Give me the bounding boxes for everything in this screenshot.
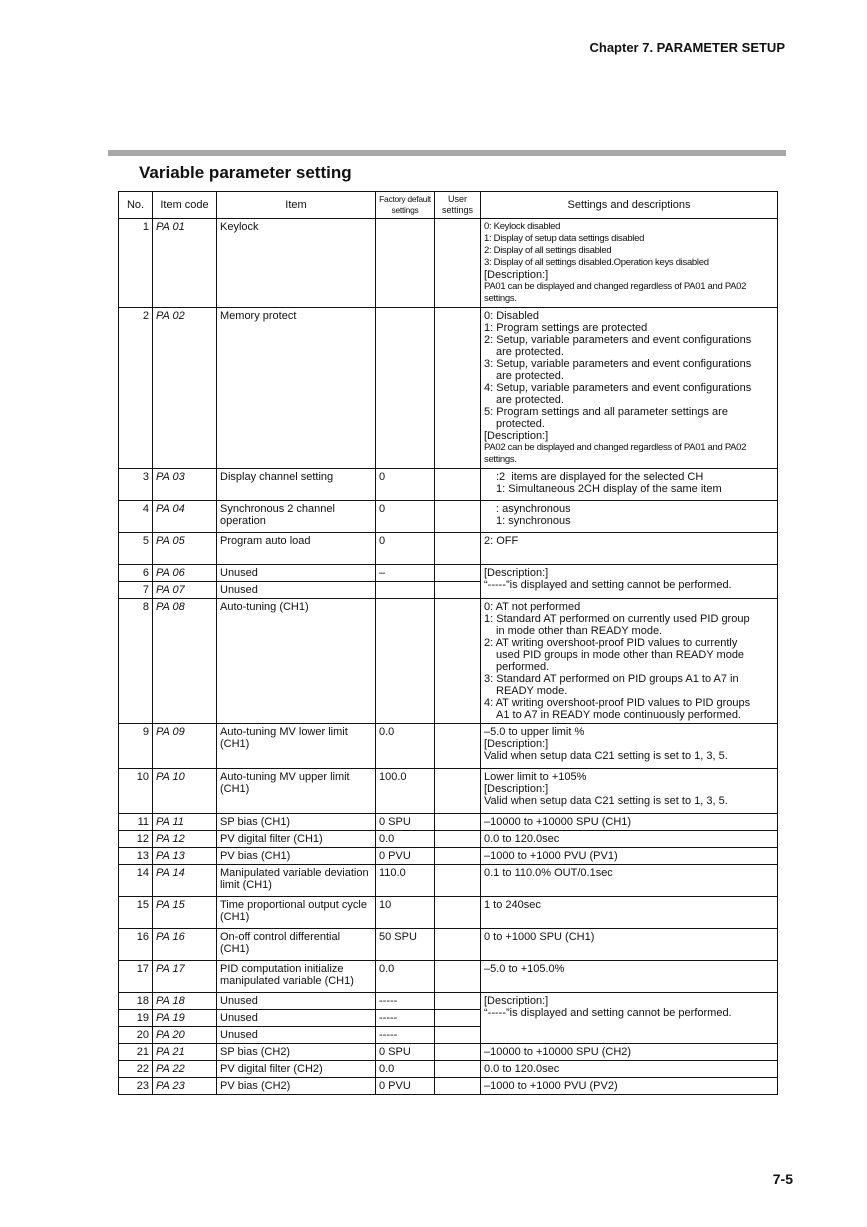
settings-description <box>481 469 778 501</box>
item-code: PA 21 <box>153 1044 217 1061</box>
desc-line: Valid when setup data C21 setting is set to 1, 3, 5. <box>484 750 728 762</box>
table-row <box>119 929 778 961</box>
factory-default: 0 <box>376 533 435 565</box>
desc-line: 1: Display of setup data settings disabled <box>484 233 645 244</box>
user-setting <box>435 1027 481 1044</box>
desc-line: –10000 to +10000 SPU (CH1) <box>484 816 632 828</box>
desc-line: READY mode. <box>496 685 568 697</box>
section-rule <box>108 150 786 156</box>
settings-description <box>481 565 778 599</box>
user-setting <box>435 961 481 993</box>
col-header-item: Item <box>217 192 376 219</box>
desc-line: : asynchronous <box>496 503 571 515</box>
row-number: 3 <box>119 469 153 501</box>
parameter-table <box>118 191 778 1095</box>
user-setting <box>435 1061 481 1078</box>
user-setting <box>435 929 481 961</box>
desc-line: [Description:] <box>484 995 549 1007</box>
row-number: 10 <box>119 769 153 814</box>
settings-description <box>481 533 778 565</box>
user-setting <box>435 308 481 469</box>
page-number: 7-5 <box>772 1171 793 1187</box>
factory-default: 10 <box>376 897 435 929</box>
factory-default: 0 PVU <box>376 1078 435 1095</box>
row-number: 8 <box>119 599 153 724</box>
item-code: PA 12 <box>153 831 217 848</box>
item-code: PA 11 <box>153 814 217 831</box>
item-name: Manipulated variable deviation limit (CH1) <box>217 865 376 897</box>
desc-line: 2: OFF <box>484 535 519 547</box>
user-setting <box>435 724 481 769</box>
desc-line: 1 to 240sec <box>484 899 541 911</box>
factory-default: 0.0 <box>376 1061 435 1078</box>
settings-description <box>481 865 778 897</box>
col-header-factory-default: Factory default settings <box>376 192 435 219</box>
item-code: PA 14 <box>153 865 217 897</box>
factory-default <box>376 599 435 724</box>
item-name: Auto-tuning MV lower limit (CH1) <box>217 724 376 769</box>
factory-default: 50 SPU <box>376 929 435 961</box>
item-code: PA 15 <box>153 897 217 929</box>
item-code: PA 22 <box>153 1061 217 1078</box>
factory-default: 0 SPU <box>376 1044 435 1061</box>
settings-description <box>481 1061 778 1078</box>
desc-line: 1: Program settings are protected <box>484 322 648 334</box>
item-name: PID computation initialize manipulated variable (CH1) <box>217 961 376 993</box>
desc-line: 0: Disabled <box>484 310 540 322</box>
factory-default: – <box>376 565 435 582</box>
factory-default <box>376 219 435 308</box>
item-code: PA 23 <box>153 1078 217 1095</box>
row-number: 22 <box>119 1061 153 1078</box>
table-row <box>119 993 778 1010</box>
desc-line: [Description:] <box>484 738 549 750</box>
item-name: SP bias (CH1) <box>217 814 376 831</box>
desc-line: Lower limit to +105% <box>484 771 587 783</box>
desc-line: performed. <box>496 661 550 673</box>
desc-line: are protected. <box>496 370 564 382</box>
settings-description <box>481 961 778 993</box>
item-code: PA 13 <box>153 848 217 865</box>
factory-default: 0 <box>376 501 435 533</box>
desc-line: 0.0 to 120.0sec <box>484 1063 560 1075</box>
row-number: 4 <box>119 501 153 533</box>
desc-line: –1000 to +1000 PVU (PV1) <box>484 850 618 862</box>
table-row <box>119 1061 778 1078</box>
user-setting <box>435 865 481 897</box>
settings-description <box>481 501 778 533</box>
table-row <box>119 961 778 993</box>
desc-line: A1 to A7 in READY mode continuously performed. <box>496 709 741 721</box>
table-row <box>119 814 778 831</box>
item-name: Unused <box>217 993 376 1010</box>
settings-description <box>481 1078 778 1095</box>
row-number: 17 <box>119 961 153 993</box>
row-number: 15 <box>119 897 153 929</box>
item-code: PA 19 <box>153 1010 217 1027</box>
desc-line: –10000 to +10000 SPU (CH2) <box>484 1046 632 1058</box>
desc-line: 2: Display of all settings disabled <box>484 245 612 256</box>
item-name: Time proportional output cycle (CH1) <box>217 897 376 929</box>
item-code: PA 09 <box>153 724 217 769</box>
user-setting <box>435 831 481 848</box>
user-setting <box>435 565 481 582</box>
chapter-header: Chapter 7. PARAMETER SETUP <box>589 40 785 55</box>
settings-description <box>481 219 778 308</box>
col-header-code: Item code <box>153 192 217 219</box>
row-number: 6 <box>119 565 153 582</box>
factory-default <box>376 308 435 469</box>
col-header-user-settings: User settings <box>435 192 481 219</box>
user-setting <box>435 1044 481 1061</box>
desc-line: protected. <box>496 418 545 430</box>
table-row <box>119 599 778 724</box>
user-setting <box>435 993 481 1010</box>
factory-default: ----- <box>376 993 435 1010</box>
row-number: 20 <box>119 1027 153 1044</box>
user-setting <box>435 501 481 533</box>
item-name: Auto-tuning (CH1) <box>217 599 376 724</box>
row-number: 5 <box>119 533 153 565</box>
user-setting <box>435 219 481 308</box>
item-code: PA 03 <box>153 469 217 501</box>
item-code: PA 18 <box>153 993 217 1010</box>
desc-line: 3: Setup, variable parameters and event configurations <box>484 358 752 370</box>
row-number: 13 <box>119 848 153 865</box>
desc-line: –5.0 to +105.0% <box>484 963 565 975</box>
item-code: PA 04 <box>153 501 217 533</box>
factory-default: 0 PVU <box>376 848 435 865</box>
table-row <box>119 865 778 897</box>
settings-description <box>481 929 778 961</box>
factory-default: 0 SPU <box>376 814 435 831</box>
section-title: Variable parameter setting <box>139 163 352 182</box>
item-name: Unused <box>217 1010 376 1027</box>
desc-line: 4: Setup, variable parameters and event configurations <box>484 382 752 394</box>
factory-default: 0 <box>376 469 435 501</box>
user-setting <box>435 897 481 929</box>
desc-line: settings. <box>484 293 517 304</box>
table-row <box>119 308 778 469</box>
desc-line: 2: Setup, variable parameters and event configurations <box>484 334 752 346</box>
factory-default <box>376 582 435 599</box>
user-setting <box>435 533 481 565</box>
item-name: Auto-tuning MV upper limit (CH1) <box>217 769 376 814</box>
item-name: Program auto load <box>217 533 376 565</box>
desc-line: 0.1 to 110.0% OUT/0.1sec <box>484 867 613 879</box>
desc-line: 0.0 to 120.0sec <box>484 833 560 845</box>
item-code: PA 08 <box>153 599 217 724</box>
factory-default: 100.0 <box>376 769 435 814</box>
item-name: Synchronous 2 channel operation <box>217 501 376 533</box>
row-number: 19 <box>119 1010 153 1027</box>
user-setting <box>435 1078 481 1095</box>
settings-description <box>481 814 778 831</box>
desc-line: 0 to +1000 SPU (CH1) <box>484 931 595 943</box>
item-name: PV bias (CH2) <box>217 1078 376 1095</box>
row-number: 1 <box>119 219 153 308</box>
item-name: PV digital filter (CH2) <box>217 1061 376 1078</box>
desc-line: 3: Standard AT performed on PID groups A1 to A7 in <box>484 673 739 685</box>
table-row <box>119 1078 778 1095</box>
desc-line: used PID groups in mode other than READY mode <box>496 649 745 661</box>
col-header-no: No. <box>119 192 153 219</box>
desc-line: 3: Display of all settings disabled.Operation keys disabled <box>484 257 709 268</box>
row-number: 21 <box>119 1044 153 1061</box>
desc-line: 1: Simultaneous 2CH display of the same item <box>496 483 722 495</box>
item-code: PA 06 <box>153 565 217 582</box>
item-name: Unused <box>217 1027 376 1044</box>
item-name: Memory protect <box>217 308 376 469</box>
item-code: PA 01 <box>153 219 217 308</box>
user-setting <box>435 582 481 599</box>
desc-line: 1: synchronous <box>496 515 571 527</box>
desc-line: are protected. <box>496 394 564 406</box>
factory-default: ----- <box>376 1027 435 1044</box>
desc-line: –1000 to +1000 PVU (PV2) <box>484 1080 618 1092</box>
item-code: PA 07 <box>153 582 217 599</box>
desc-line: Valid when setup data C21 setting is set to 1, 3, 5. <box>484 795 728 807</box>
factory-default: ----- <box>376 1010 435 1027</box>
row-number: 7 <box>119 582 153 599</box>
item-name: Unused <box>217 565 376 582</box>
item-name: Unused <box>217 582 376 599</box>
settings-description <box>481 848 778 865</box>
desc-line: 0: Keylock disabled <box>484 221 561 232</box>
item-name: Display channel setting <box>217 469 376 501</box>
user-setting <box>435 599 481 724</box>
user-setting <box>435 814 481 831</box>
table-row <box>119 769 778 814</box>
settings-description <box>481 831 778 848</box>
settings-description <box>481 897 778 929</box>
desc-line: 4: AT writing overshoot-proof PID values to PID groups <box>484 697 751 709</box>
desc-line: –5.0 to upper limit % <box>484 726 585 738</box>
factory-default: 0.0 <box>376 831 435 848</box>
settings-description <box>481 993 778 1044</box>
desc-line: 0: AT not performed <box>484 601 581 613</box>
settings-description <box>481 308 778 469</box>
desc-line: :2 items are displayed for the selected CH <box>496 471 704 483</box>
desc-line: “-----”is displayed and setting cannot be performed. <box>484 1007 732 1019</box>
item-code: PA 02 <box>153 308 217 469</box>
row-number: 23 <box>119 1078 153 1095</box>
desc-line: PA02 can be displayed and changed regardless of PA01 and PA02 settings. <box>484 442 749 465</box>
item-code: PA 17 <box>153 961 217 993</box>
table-row <box>119 469 778 501</box>
table-row <box>119 897 778 929</box>
user-setting <box>435 848 481 865</box>
row-number: 2 <box>119 308 153 469</box>
desc-line: [Description:] <box>484 430 549 442</box>
item-name: PV bias (CH1) <box>217 848 376 865</box>
desc-line: 2: AT writing overshoot-proof PID values to currently <box>484 637 738 649</box>
settings-description <box>481 724 778 769</box>
item-name: On-off control differential (CH1) <box>217 929 376 961</box>
desc-line: in mode other than READY mode. <box>496 625 663 637</box>
item-name: SP bias (CH2) <box>217 1044 376 1061</box>
desc-line: 5: Program settings and all parameter settings are <box>484 406 728 418</box>
desc-line: are protected. <box>496 346 564 358</box>
row-number: 11 <box>119 814 153 831</box>
col-header-settings: Settings and descriptions <box>481 192 778 219</box>
item-code: PA 05 <box>153 533 217 565</box>
table-row <box>119 831 778 848</box>
table-row <box>119 724 778 769</box>
desc-line: “-----”is displayed and setting cannot be performed. <box>484 579 732 591</box>
row-number: 14 <box>119 865 153 897</box>
desc-line: [Description:] <box>484 783 549 795</box>
item-name: Keylock <box>217 219 376 308</box>
desc-line: [Description:] <box>484 567 549 579</box>
table-row <box>119 848 778 865</box>
factory-default: 110.0 <box>376 865 435 897</box>
row-number: 16 <box>119 929 153 961</box>
factory-default: 0.0 <box>376 724 435 769</box>
table-header-row <box>119 192 778 219</box>
user-setting <box>435 1010 481 1027</box>
user-setting <box>435 469 481 501</box>
table-row <box>119 565 778 582</box>
item-code: PA 20 <box>153 1027 217 1044</box>
factory-default: 0.0 <box>376 961 435 993</box>
desc-line: [Description:] <box>484 269 549 281</box>
desc-line: PA01 can be displayed and changed regardless of PA01 and PA02 <box>484 281 747 292</box>
settings-description <box>481 769 778 814</box>
item-code: PA 10 <box>153 769 217 814</box>
table-row <box>119 219 778 308</box>
table-row <box>119 533 778 565</box>
row-number: 12 <box>119 831 153 848</box>
table-row <box>119 1044 778 1061</box>
item-name: PV digital filter (CH1) <box>217 831 376 848</box>
row-number: 9 <box>119 724 153 769</box>
settings-description <box>481 1044 778 1061</box>
row-number: 18 <box>119 993 153 1010</box>
item-code: PA 16 <box>153 929 217 961</box>
user-setting <box>435 769 481 814</box>
settings-description <box>481 599 778 724</box>
table-row <box>119 501 778 533</box>
desc-line: 1: Standard AT performed on currently used PID group <box>484 613 750 625</box>
